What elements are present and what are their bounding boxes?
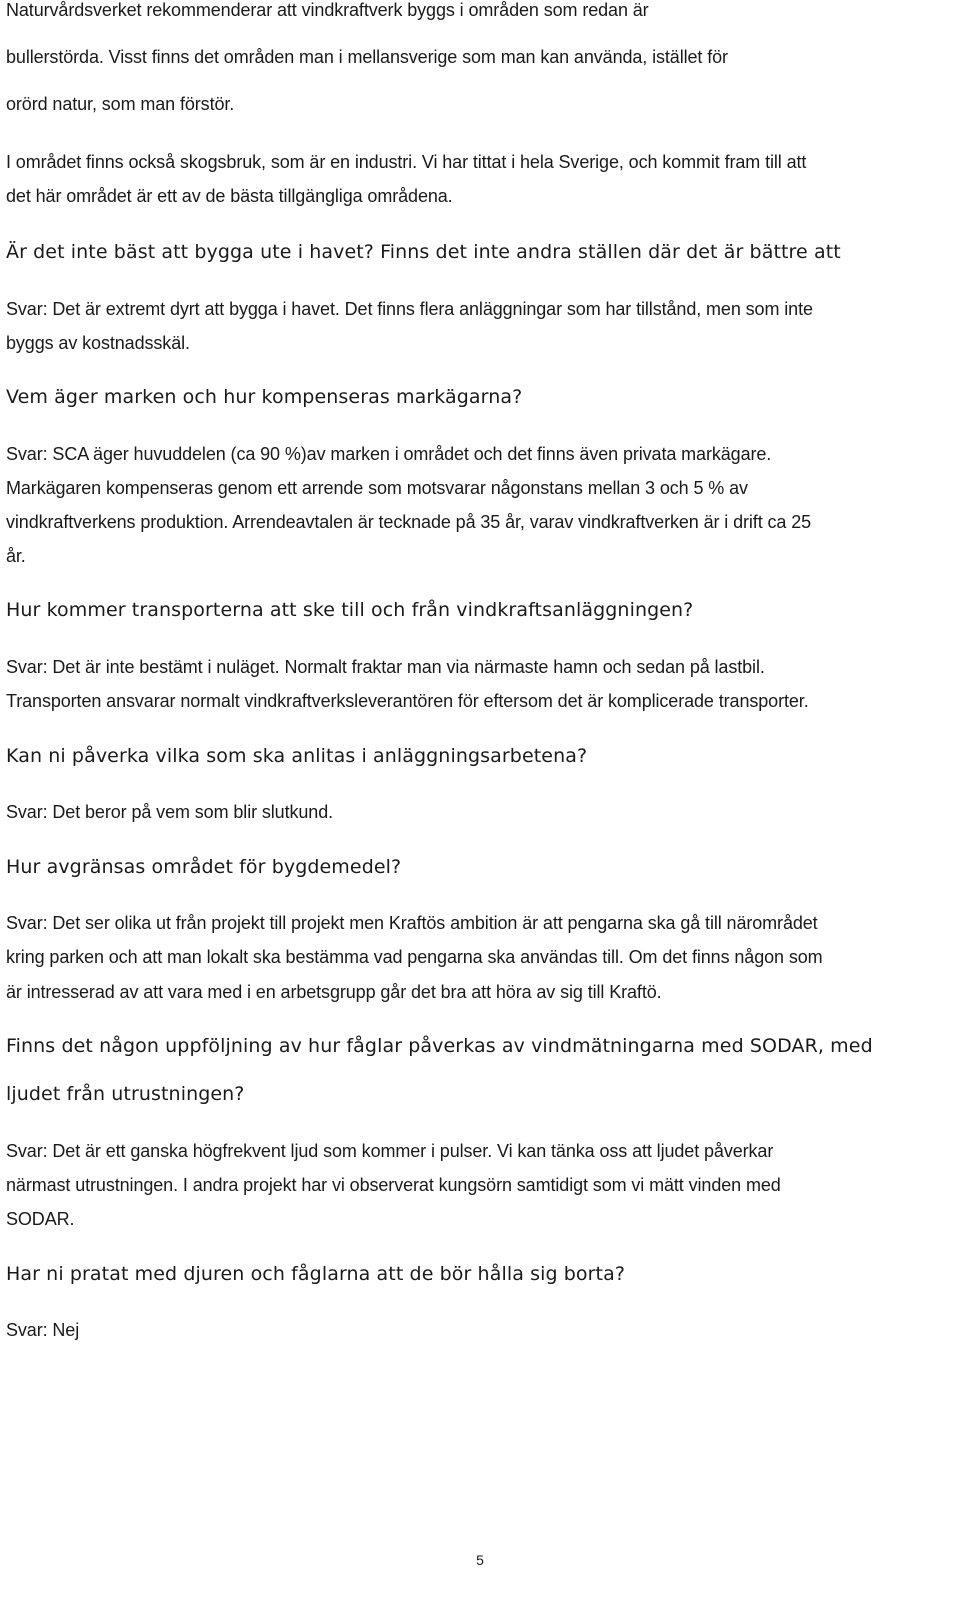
answer-line: Transporten ansvarar normalt vindkraftverksleverantören för eftersom det är komplicerade transporter. [6, 691, 809, 711]
answer-line: Svar: Det ser olika ut från projekt till projekt men Kraftös ambition är att pengarna ska gå till närområdet [6, 913, 818, 933]
question-line: Finns det någon uppföljning av hur fåglar påverkas av vindmätningarna med SODAR, med [6, 1035, 873, 1057]
question-line: Kan ni påverka vilka som ska anlitas i anläggningsarbetena? [6, 745, 588, 767]
question-line: Har ni pratat med djuren och fåglarna att de bör hålla sig borta? [6, 1263, 626, 1285]
answer-line: SODAR. [6, 1209, 75, 1229]
text-line: bullerstörda. Visst finns det områden man i mellansverige som man kan använda, istället för [6, 47, 728, 67]
text-line: Naturvårdsverket rekommenderar att vindkraftverk byggs i områden som redan är [6, 0, 649, 20]
question-line: Vem äger marken och hur kompenseras markägarna? [6, 386, 523, 408]
answer-line: Svar: Det beror på vem som blir slutkund. [6, 802, 334, 822]
question-line: Hur avgränsas området för bygdemedel? [6, 856, 402, 878]
answer-line: kring parken och att man lokalt ska bestämma vad pengarna ska användas till. Om det finns någon som [6, 947, 823, 967]
answer-line: byggs av kostnadsskäl. [6, 333, 190, 353]
answer-line: är intresserad av att vara med i en arbetsgrupp går det bra att höra av sig till Kraftö. [6, 982, 662, 1002]
text-line: orörd natur, som man förstör. [6, 94, 235, 114]
answer-line: Svar: SCA äger huvuddelen (ca 90 %)av marken i området och det finns även privata markägare. [6, 444, 772, 464]
page-number: 5 [476, 1552, 484, 1568]
answer-line: Markägaren kompenseras genom ett arrende som motsvarar någonstans mellan 3 och 5 % av [6, 478, 748, 498]
answer-line: år. [6, 546, 26, 566]
question-line: Hur kommer transporterna att ske till och från vindkraftsanläggningen? [6, 599, 694, 621]
answer-line: Svar: Nej [6, 1320, 80, 1340]
answer-line: Svar: Det är extremt dyrt att bygga i havet. Det finns flera anläggningar som har tillstånd, men som inte [6, 299, 813, 319]
question-line: Är det inte bäst att bygga ute i havet? Finns det inte andra ställen där det är bättre att [6, 241, 841, 263]
answer-line: vindkraftverkens produktion. Arrendeavtalen är tecknade på 35 år, varav vindkraftverken är i drift ca 25 [6, 512, 812, 532]
text-line: I området finns också skogsbruk, som är en industri. Vi har tittat i hela Sverige, och kommit fram till att [6, 152, 807, 172]
answer-line: Svar: Det är ett ganska högfrekvent ljud som kommer i pulser. Vi kan tänka oss att ljudet påverkar [6, 1141, 774, 1161]
answer-line: Svar: Det är inte bestämt i nuläget. Normalt fraktar man via närmaste hamn och sedan på lastbil. [6, 657, 765, 677]
answer-line: närmast utrustningen. I andra projekt har vi observerat kungsörn samtidigt som vi mätt vinden med [6, 1175, 781, 1195]
question-line: ljudet från utrustningen? [6, 1083, 245, 1105]
text-line: det här området är ett av de bästa tillgängliga områdena. [6, 186, 453, 206]
